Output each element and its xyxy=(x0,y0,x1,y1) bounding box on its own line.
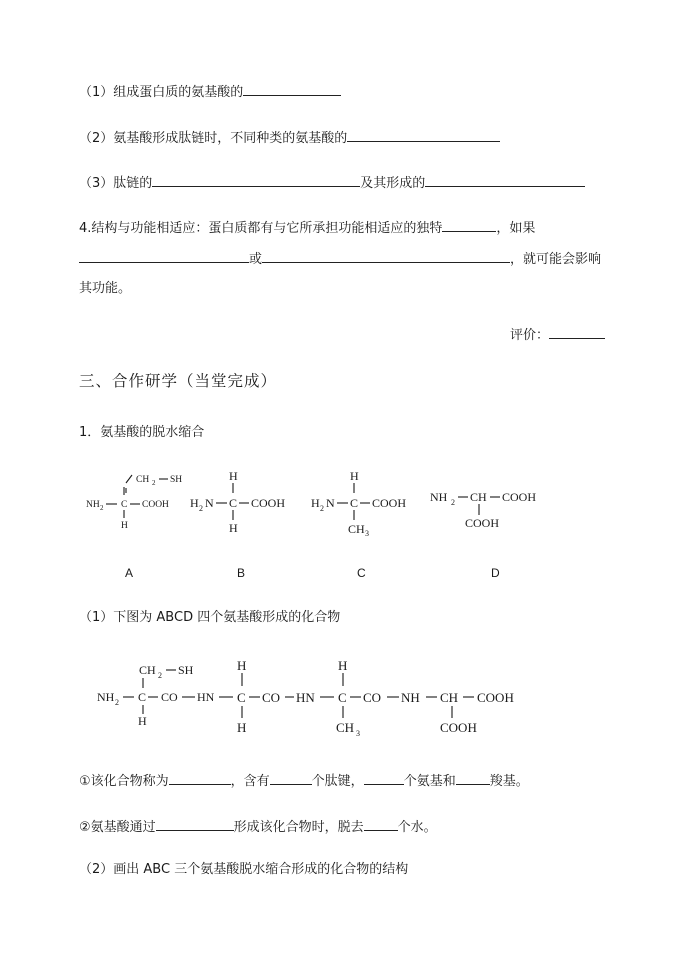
svg-text:H: H xyxy=(121,521,128,531)
structure-label-b: B xyxy=(237,566,246,580)
answer-blank[interactable] xyxy=(156,817,234,831)
structure-c xyxy=(311,469,406,538)
svg-text:CH: CH xyxy=(470,490,487,504)
svg-text:3: 3 xyxy=(356,729,360,738)
svg-text:2: 2 xyxy=(320,504,324,513)
svg-text:SH: SH xyxy=(178,663,194,677)
svg-text:CH: CH xyxy=(336,720,355,735)
sub-question-1: （1）下图为 ABCD 四个氨基酸形成的化合物 xyxy=(79,610,341,625)
answer-blank[interactable] xyxy=(456,771,490,785)
svg-text:CO: CO xyxy=(363,690,382,705)
svg-text:2: 2 xyxy=(152,479,156,487)
svg-text:COOH: COOH xyxy=(372,496,407,510)
svg-text:COOH: COOH xyxy=(142,500,169,510)
svg-text:COOH: COOH xyxy=(440,720,477,735)
structure-label-c: C xyxy=(357,566,366,580)
question-4-line-3: 其功能。 xyxy=(79,281,132,296)
question-4-text: 4.结构与功能相适应：蛋白质都有与它所承担功能相适应的独特 xyxy=(79,221,443,236)
svg-text:COOH: COOH xyxy=(502,490,537,504)
svg-text:3: 3 xyxy=(365,529,369,538)
svg-text:COOH: COOH xyxy=(465,516,500,530)
question-a-text: ，含有 xyxy=(230,774,270,789)
structure-b xyxy=(190,469,285,535)
svg-text:HN: HN xyxy=(197,690,215,704)
answer-blank[interactable] xyxy=(262,249,510,263)
svg-text:H: H xyxy=(190,496,199,510)
answer-blank[interactable] xyxy=(425,173,585,187)
answer-blank[interactable] xyxy=(347,128,500,142)
question-b-text: ②氨基酸通过 xyxy=(79,820,156,835)
svg-text:H: H xyxy=(229,521,238,535)
amino-acid-structures xyxy=(0,455,688,545)
svg-text:C: C xyxy=(237,690,246,705)
svg-text:C: C xyxy=(350,496,359,510)
answer-blank[interactable] xyxy=(442,218,496,232)
svg-text:CH: CH xyxy=(440,690,459,705)
answer-blank[interactable] xyxy=(243,82,341,96)
svg-text:H: H xyxy=(229,469,238,483)
svg-text:NH: NH xyxy=(401,690,420,705)
svg-text:HN: HN xyxy=(296,690,315,705)
question-2 xyxy=(79,128,500,148)
svg-text:NH: NH xyxy=(430,490,448,504)
question-4-text-end-2: ，就可能会影响 xyxy=(510,252,602,267)
svg-text:H: H xyxy=(350,469,359,483)
question-a-text: 个氨基和 xyxy=(403,774,456,789)
answer-blank[interactable] xyxy=(169,771,231,785)
svg-text:C: C xyxy=(138,690,147,704)
question-a-text: 个肽键， xyxy=(311,774,364,789)
question-3-text-a: （3）肽链的 xyxy=(79,176,153,191)
answer-blank[interactable] xyxy=(270,771,312,785)
structure-label-a: A xyxy=(125,566,134,580)
svg-text:H: H xyxy=(237,720,247,735)
evaluation-blank[interactable] xyxy=(549,325,605,339)
sub-question-2: （2）画出 ABC 三个氨基酸脱水缩合形成的化合物的结构 xyxy=(79,862,409,877)
svg-text:COOH: COOH xyxy=(477,690,514,705)
question-a-text: 羧基。 xyxy=(489,774,529,789)
svg-text:H: H xyxy=(237,658,247,673)
svg-text:N: N xyxy=(326,496,335,510)
svg-text:2: 2 xyxy=(100,504,104,512)
section-heading: 三、合作研学（当堂完成） xyxy=(79,372,278,390)
question-b xyxy=(79,817,437,837)
question-3-text-b: 及其形成的 xyxy=(360,176,426,191)
question-1 xyxy=(79,82,341,102)
svg-text:2: 2 xyxy=(451,498,455,507)
svg-text:C: C xyxy=(338,690,347,705)
item-1-title: 1．氨基酸的脱水缩合 xyxy=(79,425,205,440)
question-a xyxy=(79,771,529,791)
question-2-text: （2）氨基酸形成肽链时，不同种类的氨基酸的 xyxy=(79,131,348,146)
question-b-text: 形成该化合物时，脱去 xyxy=(233,820,364,835)
svg-text:NH: NH xyxy=(97,690,115,704)
svg-text:CH: CH xyxy=(136,475,150,485)
svg-text:NH: NH xyxy=(86,500,100,510)
svg-text:COOH: COOH xyxy=(251,496,286,510)
svg-text:CO: CO xyxy=(161,690,178,704)
svg-text:SH: SH xyxy=(170,475,183,485)
question-4-line-1 xyxy=(79,218,535,238)
question-3 xyxy=(79,173,585,193)
structure-label-d: D xyxy=(491,566,500,580)
svg-text:C: C xyxy=(121,500,128,510)
tetrapeptide-structure xyxy=(0,650,688,750)
answer-blank[interactable] xyxy=(364,771,404,785)
svg-text:N: N xyxy=(205,496,214,510)
evaluation xyxy=(510,325,605,345)
question-1-text: （1）组成蛋白质的氨基酸的 xyxy=(79,85,244,100)
evaluation-label: 评价： xyxy=(510,328,550,343)
svg-text:CH: CH xyxy=(139,663,156,677)
structure-a xyxy=(86,475,182,531)
svg-text:H: H xyxy=(311,496,320,510)
svg-text:2: 2 xyxy=(115,698,119,707)
question-b-text: 个水。 xyxy=(397,820,437,835)
answer-blank[interactable] xyxy=(152,173,360,187)
svg-text:CO: CO xyxy=(262,690,281,705)
answer-blank[interactable] xyxy=(79,249,249,263)
question-4-or: 或 xyxy=(249,252,263,267)
svg-text:CH: CH xyxy=(348,522,365,536)
svg-text:H: H xyxy=(138,714,147,728)
svg-text:2: 2 xyxy=(158,671,162,680)
svg-text:C: C xyxy=(229,496,238,510)
answer-blank[interactable] xyxy=(364,817,398,831)
svg-text:2: 2 xyxy=(199,504,203,513)
question-a-text: ①该化合物称为 xyxy=(79,774,169,789)
question-4-text-end: ，如果 xyxy=(496,221,536,236)
structure-d xyxy=(430,490,536,530)
question-4-line-2 xyxy=(79,249,601,269)
svg-text:H: H xyxy=(338,658,348,673)
